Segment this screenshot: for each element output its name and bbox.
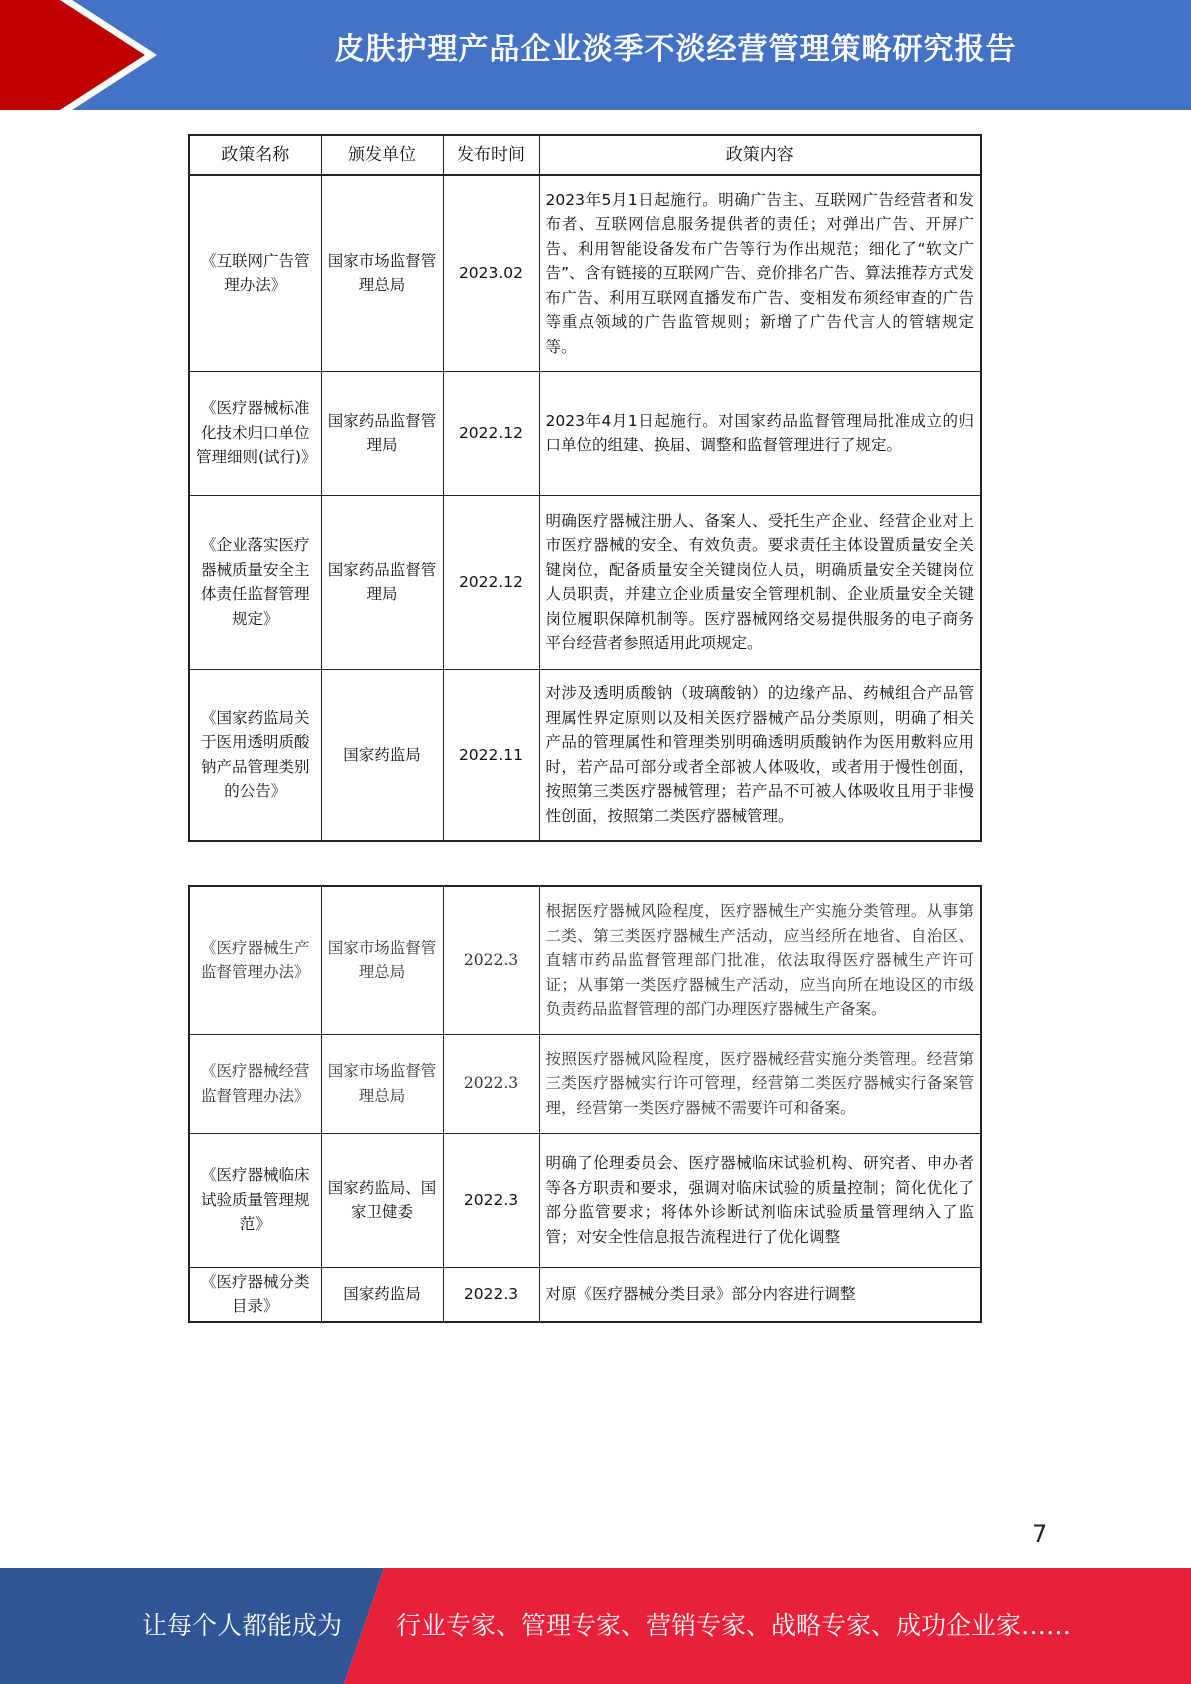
report-title: 皮肤护理产品企业淡季不淡经营管理策略研究报告 [334, 32, 1017, 67]
page-number: 7 [1032, 1520, 1048, 1548]
table-row [189, 495, 981, 669]
policy-content: 2023年5月1日起施行。明确广告主、互联网广告经营者和发布者、互联网信息服务提供者的责任；对弹出广告、开屏广告、利用智能设备发布广告等行为作出规范；细化了“软文广告”、含有链接的互联网广告、竞价排名广告、算法推荐方式发布广告、利用互联网直播发布广告、变相发布须经审查的广告等重点领域的广告监管规则；新增了广告代言人的管辖规定等。 [539, 175, 981, 371]
table-row [189, 1034, 981, 1133]
policy-name: 《医疗器械临床试验质量管理规范》 [189, 1133, 321, 1267]
issuer: 国家市场监督管理总局 [321, 1034, 443, 1133]
table-header-row [189, 135, 981, 175]
table-row [189, 669, 981, 841]
issuer: 国家市场监督管理总局 [321, 175, 443, 371]
date: 2022.3 [443, 1034, 539, 1133]
date: 2022.12 [443, 371, 539, 495]
page-footer [0, 1568, 1191, 1684]
date: 2022.3 [443, 1133, 539, 1267]
policy-content: 对涉及透明质酸钠（玻璃酸钠）的边缘产品、药械组合产品管理属性界定原则以及相关医疗器械产品分类原则，明确了相关产品的管理属性和管理类别明确透明质酸钠作为医用敷料应用时，若产品可部分或者全部被人体吸收，或者用于慢性创面，按照第三类医疗器械管理；若产品不可被人体吸收且用于非慢性创面，按照第二类医疗器械管理。 [539, 669, 981, 841]
issuer: 国家药品监督管理局 [321, 495, 443, 669]
date: 2023.02 [443, 175, 539, 371]
policy-name: 《企业落实医疗器械质量安全主体责任监督管理规定》 [189, 495, 321, 669]
footer-slogan-right: 行业专家、管理专家、营销专家、战略专家、成功企业家…… [396, 1611, 1072, 1640]
issuer: 国家药监局、国家卫健委 [321, 1133, 443, 1267]
policy-content: 2023年4月1日起施行。对国家药品监督管理局批准成立的归口单位的组建、换届、调整和监督管理进行了规定。 [539, 371, 981, 495]
header-policy-name: 政策名称 [189, 135, 321, 175]
date: 2022.12 [443, 495, 539, 669]
policy-content: 按照医疗器械风险程度，医疗器械经营实施分类管理。经营第三类医疗器械实行许可管理，经营第二类医疗器械实行备案管理，经营第一类医疗器械不需要许可和备案。 [539, 1034, 981, 1133]
table-row [189, 1267, 981, 1322]
page-header [0, 0, 1191, 110]
policy-content: 对原《医疗器械分类目录》部分内容进行调整 [539, 1267, 981, 1322]
date: 2022.3 [443, 1267, 539, 1322]
header-date: 发布时间 [443, 135, 539, 175]
issuer: 国家药监局 [321, 1267, 443, 1322]
table-row [189, 175, 981, 371]
header-content: 政策内容 [539, 135, 981, 175]
policy-name: 《医疗器械标准化技术归口单位管理细则(试行)》 [189, 371, 321, 495]
issuer: 国家药监局 [321, 669, 443, 841]
policy-table-2 [188, 885, 982, 1323]
footer-slogan-left: 让每个人都能成为 [142, 1611, 343, 1640]
issuer: 国家药品监督管理局 [321, 371, 443, 495]
policy-name: 《互联网广告管理办法》 [189, 175, 321, 371]
policy-name: 《医疗器械分类目录》 [189, 1267, 321, 1322]
date: 2022.3 [443, 886, 539, 1034]
policy-name: 《医疗器械经营监督管理办法》 [189, 1034, 321, 1133]
date: 2022.11 [443, 669, 539, 841]
table-row [189, 886, 981, 1034]
policy-content: 根据医疗器械风险程度，医疗器械生产实施分类管理。从事第二类、第三类医疗器械生产活动，应当经所在地省、自治区、直辖市药品监督管理部门批准，依法取得医疗器械生产许可证；从事第一类医疗器械生产活动，应当向所在地设区的市级负责药品监督管理的部门办理医疗器械生产备案。 [539, 886, 981, 1034]
policy-content: 明确了伦理委员会、医疗器械临床试验机构、研究者、申办者等各方职责和要求，强调对临床试验的质量控制；简化优化了部分监管要求；将体外诊断试剂临床试验质量管理纳入了监管；对安全性信息报告流程进行了优化调整 [539, 1133, 981, 1267]
table-row [189, 371, 981, 495]
policy-name: 《国家药监局关于医用透明质酸钠产品管理类别的公告》 [189, 669, 321, 841]
policy-content: 明确医疗器械注册人、备案人、受托生产企业、经营企业对上市医疗器械的安全、有效负责。要求责任主体设置质量安全关键岗位，配备质量安全关键岗位人员，明确质量安全关键岗位人员职责，并建立企业质量安全管理机制、企业质量安全关键岗位履职保障机制等。医疗器械网络交易提供服务的电子商务平台经营者参照适用此项规定。 [539, 495, 981, 669]
policy-name: 《医疗器械生产监督管理办法》 [189, 886, 321, 1034]
issuer: 国家市场监督管理总局 [321, 886, 443, 1034]
table-row [189, 1133, 981, 1267]
header-issuer: 颁发单位 [321, 135, 443, 175]
policy-table-1 [188, 134, 982, 842]
